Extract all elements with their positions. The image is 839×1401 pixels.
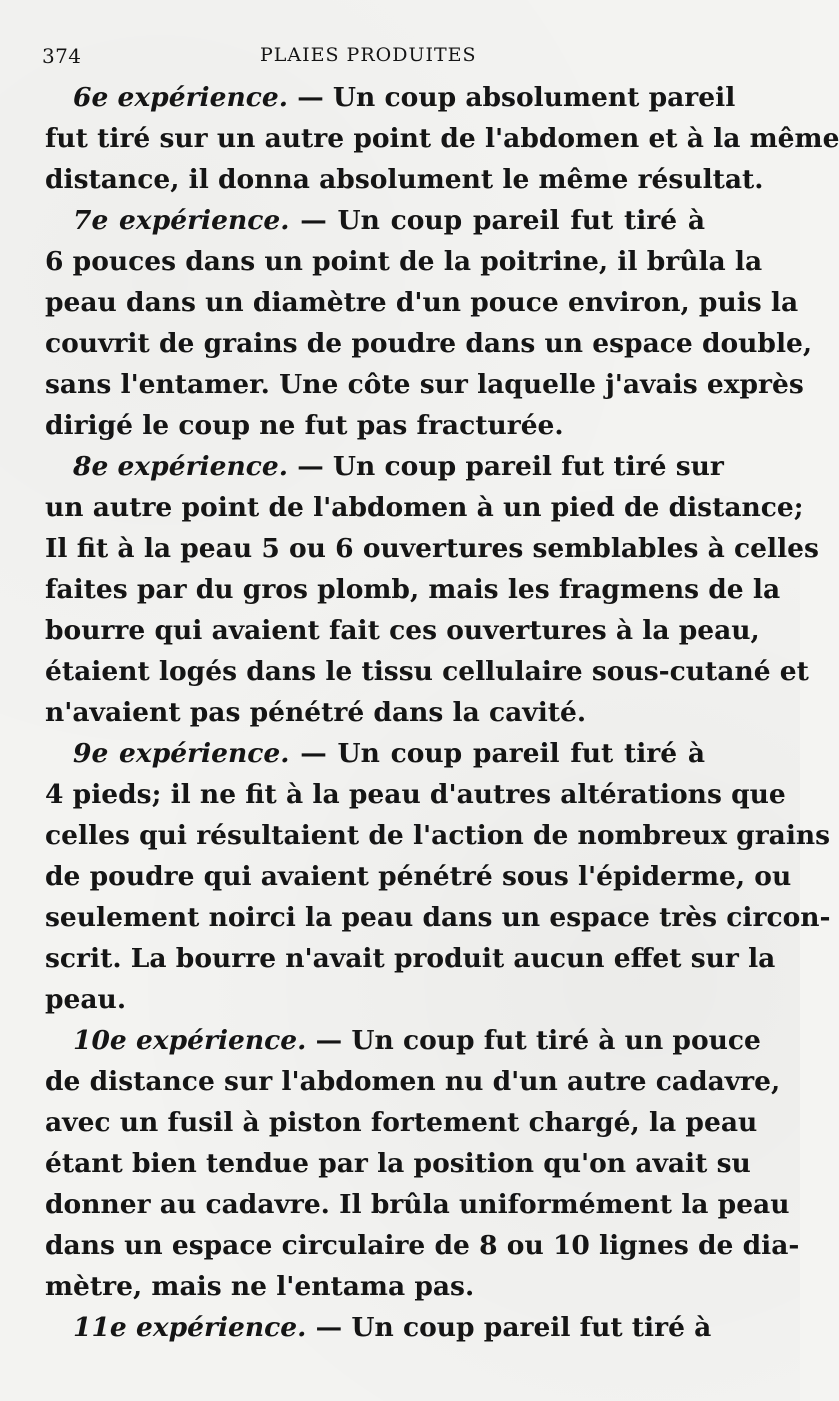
experience-label: 7e expérience. — [73, 205, 290, 236]
paragraph-line: dirigé le coup ne fut pas fracturée. — [45, 410, 564, 441]
paragraph-line: peau. — [45, 984, 127, 1015]
paragraph-line: Il fit à la peau 5 ou 6 ouvertures semblables à celles — [45, 533, 819, 564]
paragraph-line: celles qui résultaient de l'action de nombreux grains — [45, 820, 831, 851]
paragraph-experience-8 — [45, 446, 819, 733]
paragraph-first-line — [45, 200, 705, 241]
experience-label: 6e expérience. — [73, 82, 288, 113]
paragraph-line: de distance sur l'abdomen nu d'un autre cadavre, — [45, 1066, 781, 1097]
paragraph-line: un autre point de l'abdomen à un pied de distance; — [45, 492, 804, 523]
paragraph-line: mètre, mais ne l'entama pas. — [45, 1271, 475, 1302]
paragraph-line: donner au cadavre. Il brûla uniformément la peau — [45, 1189, 790, 1220]
paragraph-text: — Un coup pareil fut tiré à — [300, 205, 706, 236]
paragraph-line: scrit. La bourre n'avait produit aucun effet sur la — [45, 943, 776, 974]
paragraph-line: dans un espace circulaire de 8 ou 10 lignes de dia- — [45, 1230, 800, 1261]
paragraph-text: — Un coup pareil fut tiré sur — [297, 451, 724, 482]
paragraph-first-line — [45, 77, 736, 118]
page-header — [42, 38, 762, 72]
paragraph-line: couvrit de grains de poudre dans un espace double, — [45, 328, 813, 359]
paragraph-line: 4 pieds; il ne fit à la peau d'autres altérations que — [45, 779, 786, 810]
paragraph-line: étant bien tendue par la position qu'on avait su — [45, 1148, 751, 1179]
paragraph-first-line — [45, 733, 705, 774]
paragraph-experience-7 — [45, 200, 813, 446]
paragraph-first-line — [45, 1020, 761, 1061]
paragraph-line: 6 pouces dans un point de la poitrine, il brûla la — [45, 246, 763, 277]
experience-label: 11e expérience. — [73, 1312, 307, 1343]
page-number: 374 — [42, 44, 82, 68]
paragraph-experience-10 — [45, 1020, 800, 1307]
paragraph-text: — Un coup fut tiré à un pouce — [315, 1025, 761, 1056]
page-body — [45, 77, 839, 1348]
paragraph-experience-6 — [45, 77, 839, 200]
paragraph-text: — Un coup absolument pareil — [297, 82, 736, 113]
paragraph-experience-9 — [45, 733, 831, 1020]
paragraph-experience-11 — [45, 1307, 712, 1348]
running-title: PLAIES PRODUITES — [260, 44, 477, 66]
paragraph-text: — Un coup pareil fut tiré à — [300, 738, 706, 769]
paragraph-line: n'avaient pas pénétré dans la cavité. — [45, 697, 587, 728]
paragraph-line: peau dans un diamètre d'un pouce environ, puis la — [45, 287, 799, 318]
paragraph-line: distance, il donna absolument le même résultat. — [45, 164, 764, 195]
paragraph-line: étaient logés dans le tissu cellulaire sous-cutané et — [45, 656, 809, 687]
paragraph-line: faites par du gros plomb, mais les fragmens de la — [45, 574, 781, 605]
experience-label: 8e expérience. — [73, 451, 288, 482]
experience-label: 10e expérience. — [73, 1025, 307, 1056]
paragraph-line: fut tiré sur un autre point de l'abdomen et à la même — [45, 123, 839, 154]
experience-label: 9e expérience. — [73, 738, 290, 769]
paragraph-line: avec un fusil à piston fortement chargé, la peau — [45, 1107, 758, 1138]
paragraph-line: seulement noirci la peau dans un espace très circon- — [45, 902, 831, 933]
paragraph-text: — Un coup pareil fut tiré à — [315, 1312, 712, 1343]
paragraph-first-line — [45, 1307, 712, 1348]
paragraph-line: de poudre qui avaient pénétré sous l'épiderme, ou — [45, 861, 792, 892]
paragraph-first-line — [45, 446, 724, 487]
paragraph-line: bourre qui avaient fait ces ouvertures à la peau, — [45, 615, 760, 646]
paragraph-line: sans l'entamer. Une côte sur laquelle j'avais exprès — [45, 369, 804, 400]
